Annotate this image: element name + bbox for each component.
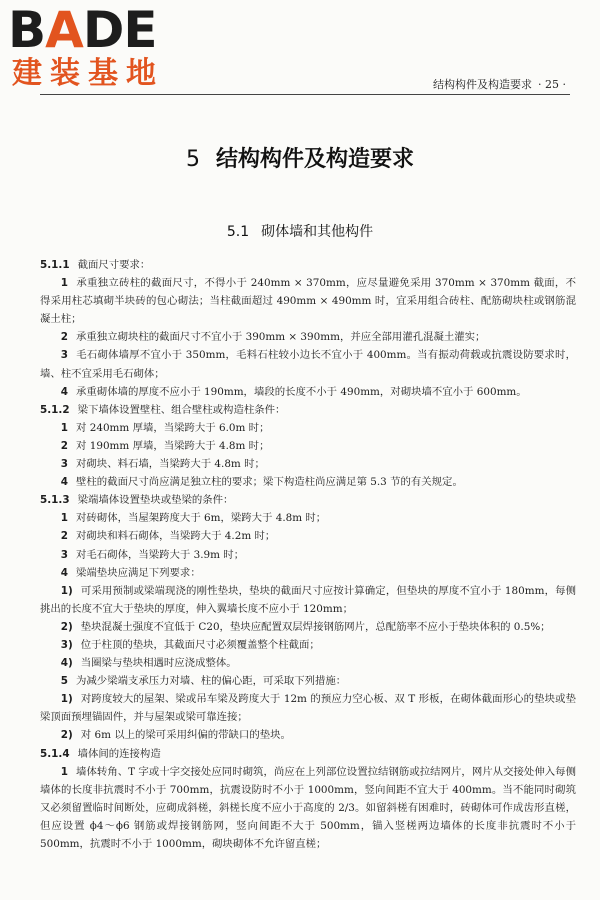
clause-item: [40, 672, 576, 690]
clause-text: 截面尺寸要求：: [77, 259, 151, 271]
section-number: 5.1: [226, 224, 250, 240]
clause-item: [40, 455, 576, 473]
clause-item: [40, 527, 576, 545]
item-number: 4: [60, 385, 69, 398]
chapter-title-text: 结构构件及构造要求: [215, 147, 414, 172]
item-text: 墙体转角、T 字或十字交接处应同时砌筑，尚应在上列部位设置拉结钢筋或拉结网片，网片从交接处伸入每侧墙体的长度非抗震时不小于 700mm，抗震设防时不小于 1000mm，竖向间距不宜大于 400mm。当不能同时砌筑又必须留置临时间断处，应砌成斜槎，斜槎长度不应小于高度的 2/3。如留斜槎有困难时，砖砌体可作成齿形直槎，但应设置 ϕ4～ϕ6 钢筋或焊接钢筋网，竖向间距不大于 500mm，锚入竖槎两边墙体的长度非抗震时不小于 500mm，抗震时不小于 1000mm，砌块砌体不允许留直槎；: [40, 765, 576, 850]
clause-text: 墙体间的连接构造: [77, 747, 161, 760]
item-number: 2: [60, 331, 69, 344]
clause-item: [40, 726, 576, 744]
clause-item: [40, 509, 576, 527]
chapter-number: 5: [185, 147, 200, 172]
clause-item: [40, 328, 576, 346]
clause-item: [40, 763, 576, 853]
clause-number: 5.1.2: [40, 403, 70, 416]
item-text: 对 240mm 厚墙，当梁跨大于 6.0m 时；: [76, 421, 270, 434]
item-number: 1): [60, 584, 73, 597]
item-number: 2: [60, 530, 69, 543]
clause-item: [40, 437, 576, 455]
item-text: 对毛石砌体，当梁跨大于 3.9m 时；: [76, 548, 245, 561]
running-head: [433, 76, 566, 92]
item-text: 承重砌体墙的厚度不应小于 190mm，墙段的长度不小于 490mm，对砌块墙不宜小于 600mm。: [76, 385, 527, 398]
clause-number: 5.1.4: [40, 747, 70, 760]
item-text: 对跨度较大的屋架、梁或吊车梁及跨度大于 12m 的预应力空心板、双 T 形板，在砌体截面形心的垫块或垫梁顶面预埋锚固件，并与屋架或梁可靠连接；: [40, 693, 576, 724]
item-number: 3: [60, 349, 69, 362]
item-text: 对砌块和料石砌体，当梁跨大于 4.2m 时；: [76, 530, 276, 543]
clause-item: [40, 274, 576, 328]
item-number: 3: [60, 458, 69, 471]
clause-item: [40, 636, 576, 654]
item-number: 2): [60, 729, 73, 742]
item-number: 4: [60, 476, 69, 489]
item-text: 当圈梁与垫块相遇时应浇成整体。: [80, 657, 237, 670]
body-text: [40, 256, 576, 853]
clause-item: [40, 546, 576, 564]
item-text: 为减少梁端支承压力对墙、柱的偏心距，可采取下列措施：: [76, 675, 347, 688]
clause-item: [40, 346, 576, 382]
item-text: 对砖砌体，当屋架跨度大于 6m，梁跨大于 4.8m 时；: [76, 512, 327, 525]
clause-heading: [40, 256, 576, 274]
clause-item: [40, 690, 576, 726]
item-number: 2): [60, 620, 73, 633]
clause-heading: [40, 491, 576, 509]
clause-item: [40, 618, 576, 636]
item-number: 4: [60, 566, 69, 579]
clause-item: [40, 582, 576, 618]
bade-logo: [8, 1, 183, 96]
clause-item: [40, 473, 576, 491]
item-number: 3): [60, 638, 73, 651]
item-number: 1: [60, 421, 69, 434]
clause-item: [40, 419, 576, 437]
item-text: 毛石砌体墙厚不宜小于 350mm，毛料石柱较小边长不宜小于 400mm。当有振动荷载或抗震设防要求时，墙、柱不宜采用毛石砌体；: [40, 349, 576, 380]
item-text: 对 190mm 厚墙，当梁跨大于 4.8m 时；: [76, 439, 270, 452]
section-title: [0, 221, 600, 241]
item-text: 壁柱的截面尺寸尚应满足独立柱的要求；梁下构造柱尚应满足第 5.3 节的有关规定。: [76, 476, 463, 489]
logo-subtitle: 建装基地: [12, 56, 164, 91]
clause-item: [40, 654, 576, 672]
header-rule: [40, 94, 570, 95]
item-number: 5: [60, 675, 69, 688]
item-number: 1: [60, 765, 69, 778]
item-number: 4): [60, 657, 73, 670]
logo-wordmark: BADE: [8, 1, 157, 59]
item-text: 承重独立砌块柱的截面尺寸不宜小于 390mm × 390mm，并应全部用灌孔混凝土灌实；: [76, 331, 486, 344]
item-text: 对砌块、料石墙，当梁跨大于 4.8m 时；: [76, 458, 265, 471]
clause-heading: [40, 745, 576, 763]
item-number: 1: [60, 277, 69, 290]
clause-text: 梁端墙体设置垫块或垫梁的条件：: [77, 494, 234, 507]
clause-item: [40, 564, 576, 582]
item-text: 垫块混凝土强度不宜低于 C20，垫块应配置双层焊接钢筋网片，总配筋率不应小于垫块体积的 0.5%；: [80, 620, 551, 633]
item-text: 承重独立砖柱的截面尺寸，不得小于 240mm × 370mm，应尽量避免采用 370mm × 370mm 截面，不得采用柱芯填砌半块砖的包心砌法；当柱截面超过 490mm × 490mm 时，宜采用组合砖柱、配筋砌块柱或钢筋混凝土柱；: [40, 277, 576, 326]
chapter-title: [0, 142, 600, 173]
clause-text: 梁下墙体设置壁柱、组合壁柱或构造柱条件：: [77, 403, 286, 416]
item-number: 1: [60, 512, 69, 525]
page-number: · 25 ·: [538, 78, 566, 91]
running-head-title: 结构构件及构造要求: [433, 78, 533, 91]
item-text: 可采用预制或梁端现浇的刚性垫块，垫块的截面尺寸应按计算确定，但垫块的厚度不宜小于 180mm，每侧挑出的长度不宜大于垫块的厚度，伸入翼墙长度不应小于 120mm；: [40, 584, 576, 615]
item-number: 2: [60, 439, 69, 452]
item-number: 3: [60, 548, 69, 561]
section-title-text: 砌体墙和其他构件: [261, 224, 374, 240]
clause-number: 5.1.3: [40, 494, 70, 507]
item-number: 1): [60, 693, 73, 706]
clause-number: 5.1.1: [40, 259, 70, 271]
clause-heading: [40, 401, 576, 419]
item-text: 对 6m 以上的梁可采用纠偏的带缺口的垫块。: [80, 729, 291, 742]
item-text: 位于柱顶的垫块，其截面尺寸必须覆盖整个柱截面；: [80, 638, 320, 651]
item-text: 梁端垫块应满足下列要求：: [76, 566, 201, 579]
clause-item: [40, 383, 576, 401]
